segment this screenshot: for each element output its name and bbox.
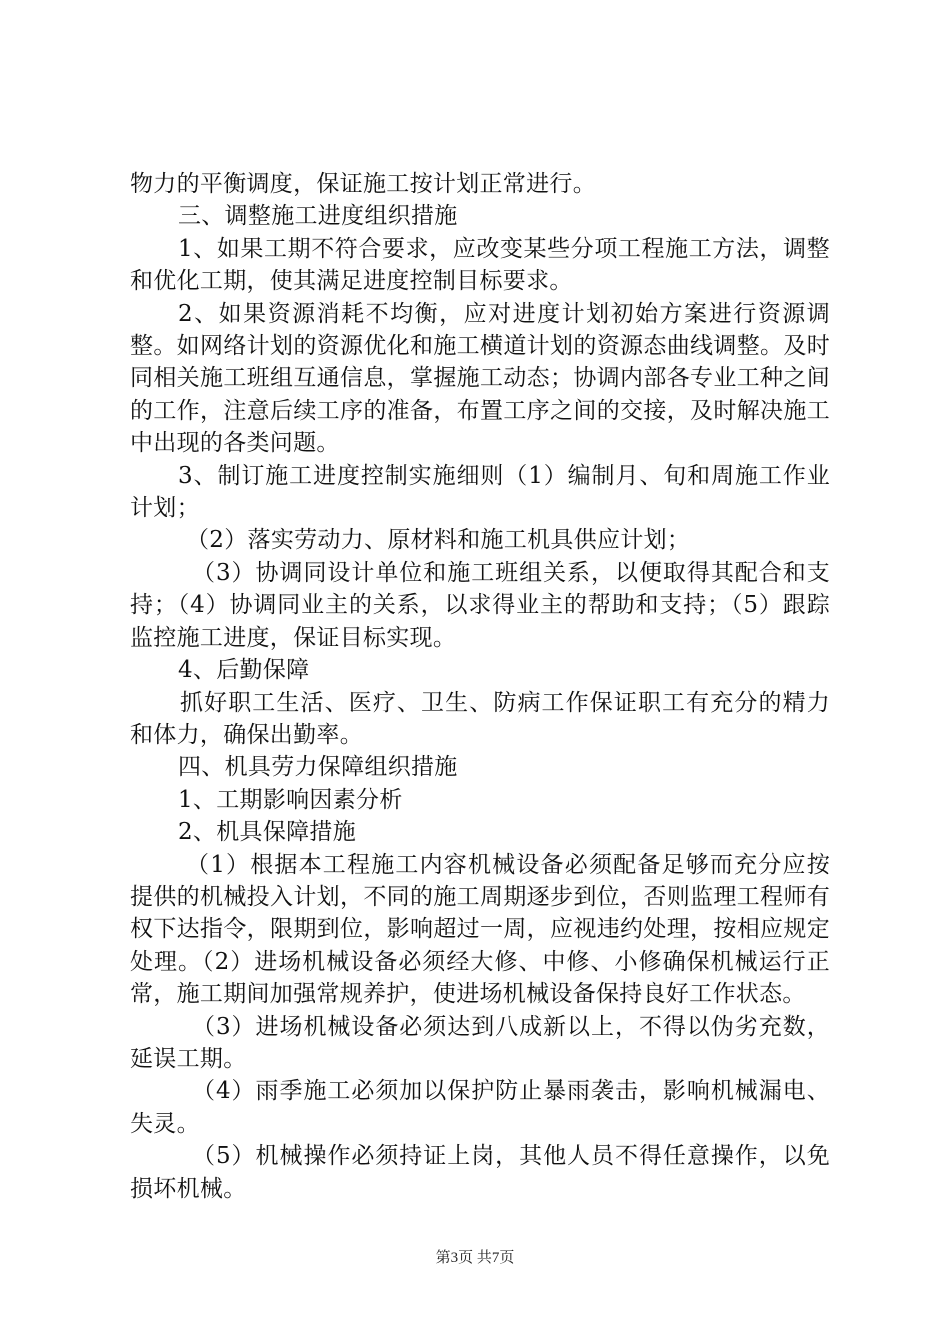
paragraph: （4）雨季施工必须加以保护防止暴雨袭击，影响机械漏电、失灵。	[130, 1078, 830, 1137]
paragraph: （1）根据本工程施工内容机械设备必须配备足够而充分应按提供的机械投入计划，不同的施工周期逐步到位，否则监理工程师有权下达指令，限期到位，影响超过一周，应视违约处理，按相应规定处理。（2）进场机械设备必须经大修、中修、小修确保机械运行正常，施工期间加强常规养护，使进场机械设备保持良好工作状态。	[130, 851, 830, 1008]
subsection-heading: 4、后勤保障	[178, 657, 310, 684]
paragraph: （3）进场机械设备必须达到八成新以上，不得以伪劣充数，延误工期。	[130, 1013, 830, 1072]
paragraph: （5）机械操作必须持证上岗，其他人员不得任意操作，以免损坏机械。	[130, 1143, 830, 1202]
document-body	[130, 168, 830, 1205]
section-heading: 四、机具劳力保障组织措施	[178, 754, 458, 781]
paragraph: （2）落实劳动力、原材料和施工机具供应计划；	[186, 527, 691, 554]
paragraph: （3）协调同设计单位和施工班组关系，以便取得其配合和支持；（4）协调同业主的关系，以求得业主的帮助和支持；（5）跟踪监控施工进度，保证目标实现。	[130, 559, 830, 651]
paragraph: 3、制订施工进度控制实施细则（1）编制月、旬和周施工作业计划；	[130, 462, 830, 522]
paragraph: 2、如果资源消耗不均衡，应对进度计划初始方案进行资源调整。如网络计划的资源优化和施工横道计划的资源态曲线调整。及时同相关施工班组互通信息，掌握施工动态；协调内部各专业工种之间的工作，注意后续工序的准备，布置工序之间的交接，及时解决施工中出现的各类问题。	[130, 300, 830, 457]
page-number-footer: 第3页 共7页	[435, 1250, 515, 1266]
section-heading: 三、调整施工进度组织措施	[178, 203, 458, 230]
paragraph: 1、如果工期不符合要求，应改变某些分项工程施工方法，调整和优化工期，使其满足进度控制目标要求。	[130, 235, 830, 295]
paragraph: 抓好职工生活、医疗、卫生、防病工作保证职工有充分的精力和体力，确保出勤率。	[130, 689, 830, 748]
paragraph: 物力的平衡调度，保证施工按计划正常进行。	[130, 171, 596, 197]
subsection-heading: 1、工期影响因素分析	[178, 786, 403, 813]
subsection-heading: 2、机具保障措施	[178, 819, 357, 846]
